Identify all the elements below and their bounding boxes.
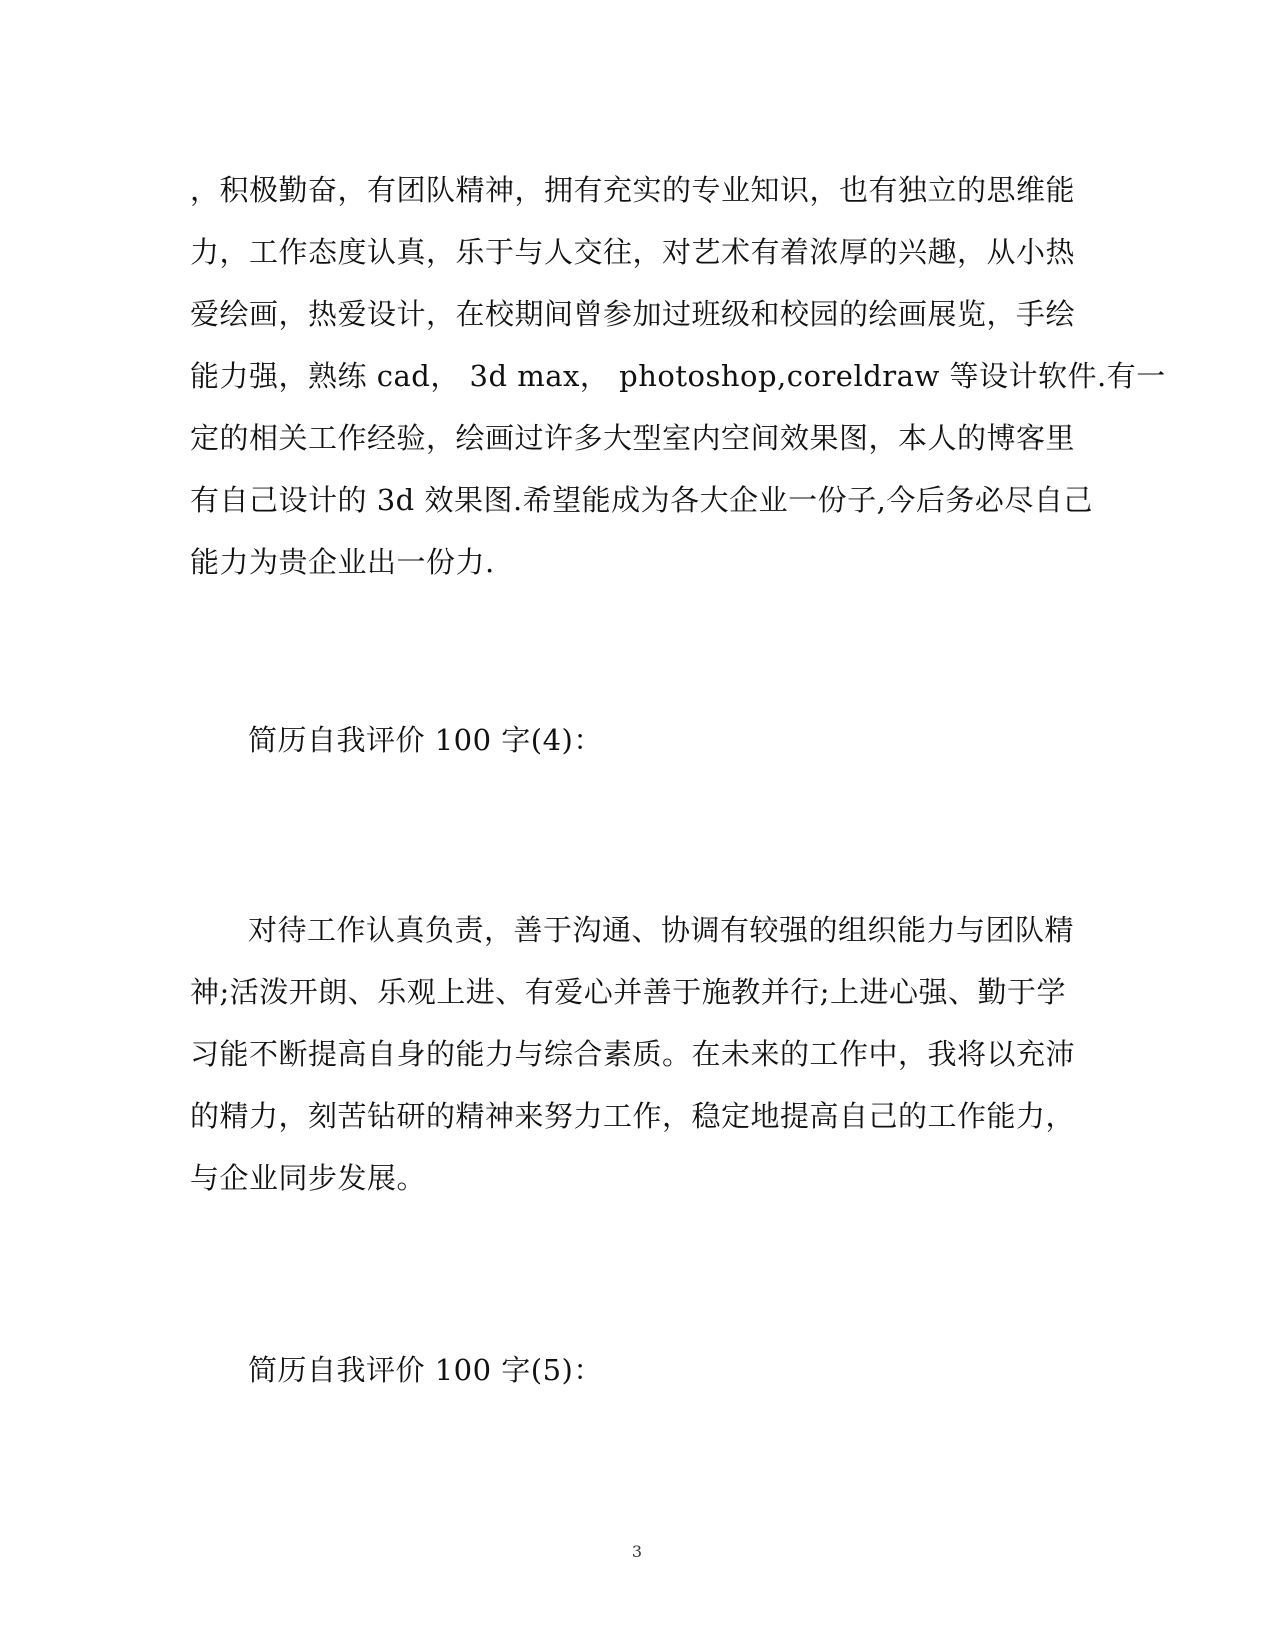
page-number: 3 xyxy=(631,1542,643,1561)
paragraph1-line: ，积极勤奋，有团队精神，拥有充实的专业知识，也有独立的思维能 xyxy=(190,173,1076,207)
paragraph1-line: 爱绘画，热爱设计，在校期间曾参加过班级和校园的绘画展览，手绘 xyxy=(190,297,1076,331)
paragraph1-line: 力，工作态度认真，乐于与人交往，对艺术有着浓厚的兴趣，从小热 xyxy=(190,235,1076,269)
paragraph2-line: 神;活泼开朗、乐观上进、有爱心并善于施教并行;上进心强、勤于学 xyxy=(190,975,1067,1009)
paragraph1-line: 有自己设计的 3d 效果图.希望能成为各大企业一份子,今后务必尽自己 xyxy=(190,483,1093,517)
paragraph2-line: 习能不断提高自身的能力与综合素质。在未来的工作中，我将以充沛 xyxy=(190,1037,1076,1071)
paragraph1-line: 定的相关工作经验，绘画过许多大型室内空间效果图，本人的博客里 xyxy=(190,421,1076,455)
section-heading-5: 简历自我评价 100 字(5)： xyxy=(248,1353,603,1387)
paragraph1-line: 能力强，熟练 cad， 3d max， photoshop,coreldraw 等设计软件.有一 xyxy=(190,359,1166,393)
paragraph1-line: 能力为贵企业出一份力. xyxy=(190,545,495,579)
paragraph2-line: 的精力，刻苦钻研的精神来努力工作，稳定地提高自己的工作能力， xyxy=(190,1099,1076,1133)
paragraph2-line: 与企业同步发展。 xyxy=(190,1161,427,1195)
section-heading-4: 简历自我评价 100 字(4)： xyxy=(248,723,603,757)
paragraph2-line: 对待工作认真负责，善于沟通、协调有较强的组织能力与团队精 xyxy=(248,913,1075,947)
